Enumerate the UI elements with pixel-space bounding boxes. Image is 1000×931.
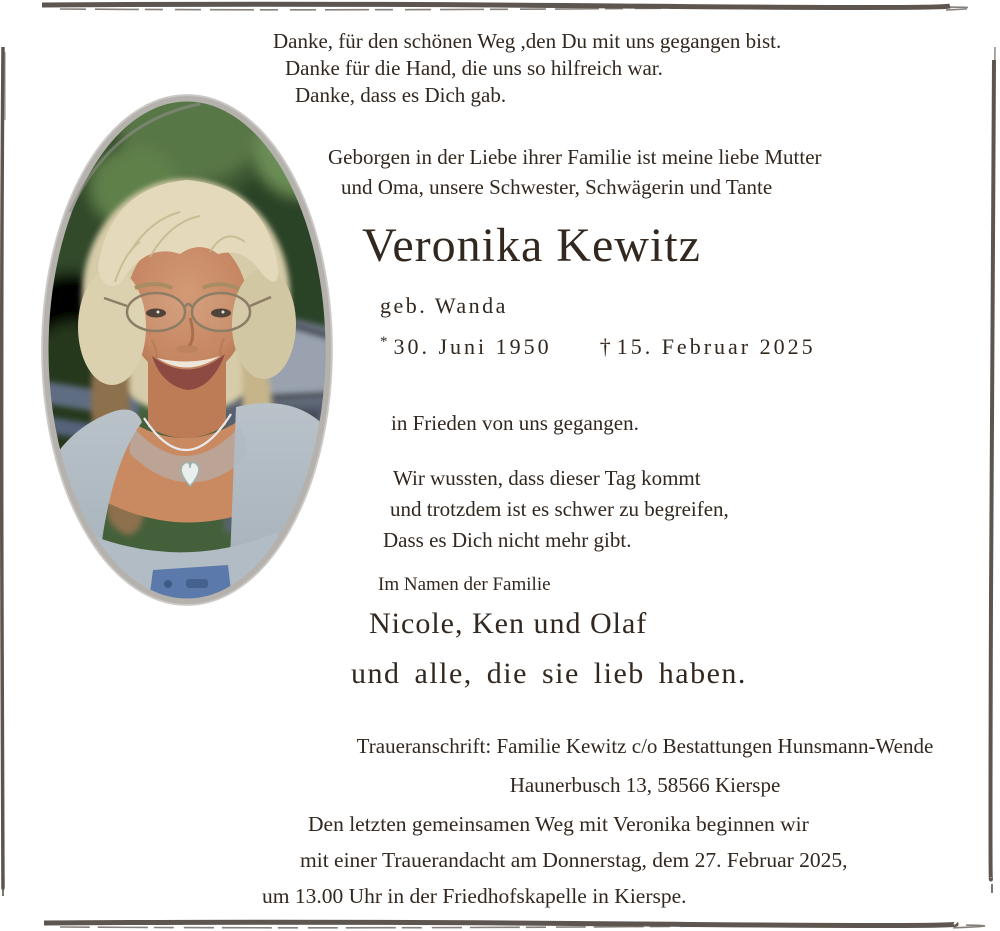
family-others: und alle, die sie lieb haben. [351,657,747,690]
family-names: Nicole, Ken und Olaf [369,607,648,640]
mourning-address-block [290,727,1000,805]
mourning-address-line: Traueranschrift: Familie Kewitz c/o Bestattungen Hunsmann-Wende [356,734,934,758]
maiden-name: geb. Wanda [380,293,508,318]
service-line: um 13.00 Uhr in der Friedhofskapelle in Kierspe. [262,884,687,908]
verse-block [383,463,729,556]
family-intro: Im Namen der Familie [378,574,551,595]
deceased-name: Veronika Kewitz [362,219,701,272]
verse-line: Dass es Dich nicht mehr gibt. [383,528,632,552]
mourning-address-line: Haunerbusch 13, 58566 Kierspe [509,773,781,797]
service-line: Den letzten gemeinsamen Weg mit Veronika beginnen wir [308,812,809,836]
service-line: mit einer Trauerandacht am Donnerstag, dem 27. Februar 2025, [300,848,848,872]
intro-line: Geborgen in der Liebe ihrer Familie ist meine liebe Mutter [328,145,822,169]
death-date: 15. Februar 2025 [616,334,816,359]
intro-line: und Oma, unsere Schwester, Schwägerin und Tante [341,175,773,199]
verse-line: und trotzdem ist es schwer zu begreifen, [390,497,729,521]
thanks-block [273,28,781,109]
life-dates [380,334,816,360]
birth-date: 30. Juni 1950 [393,334,552,359]
portrait-photo [40,92,334,608]
service-info-block [262,806,848,914]
verse-line: Wir wussten, dass dieser Tag kommt [393,466,701,490]
death-cross-symbol: † [599,334,611,359]
peace-line: in Frieden von uns gegangen. [391,411,639,435]
thanks-line: Danke, dass es Dich gab. [295,83,507,107]
intro-block [328,142,822,202]
thanks-line: Danke für die Hand, die uns so hilfreich war. [285,56,663,80]
birth-star-symbol: * [380,334,388,350]
thanks-line: Danke, für den schönen Weg ,den Du mit uns gegangen bist. [273,29,782,53]
